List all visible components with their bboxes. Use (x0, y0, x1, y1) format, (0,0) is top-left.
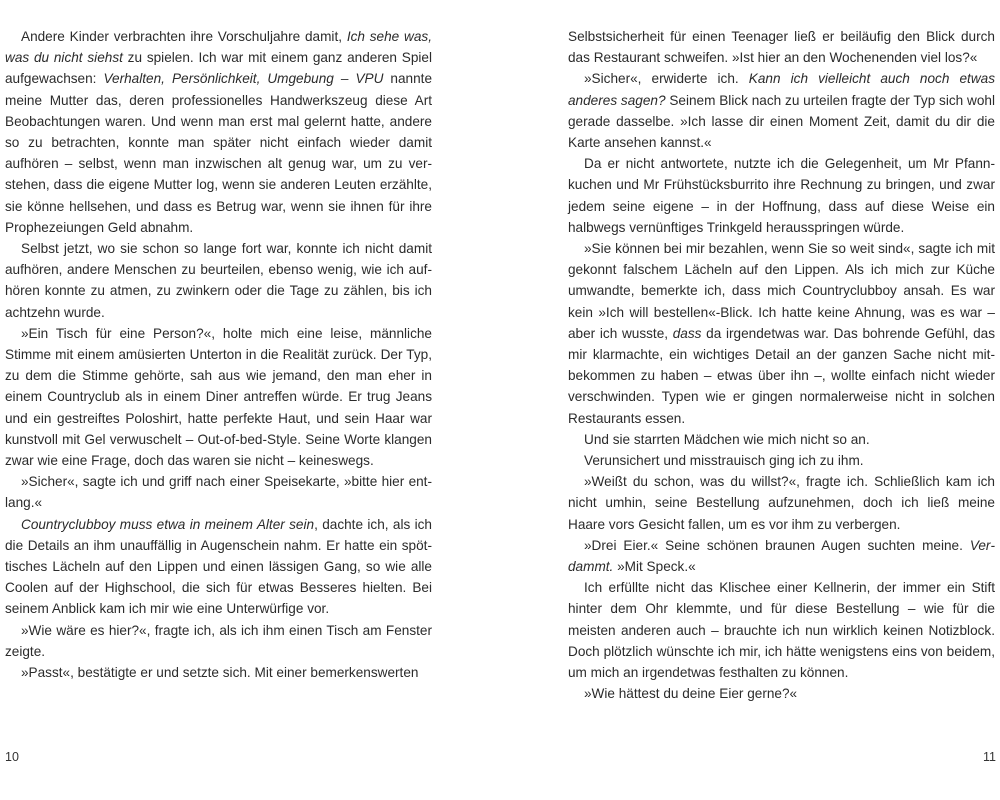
paragraph (568, 68, 995, 153)
italic-text: Countryclubboy muss etwa in meinem Alter sein (21, 516, 315, 532)
paragraph (568, 26, 995, 68)
text-run: »Wie wäre es hier?«, fragte ich, als ich ihm einen Tisch am Fenster zeigte. (5, 622, 432, 659)
left-page-number: 10 (5, 750, 19, 764)
paragraph (568, 683, 995, 704)
italic-text: Verhalten, Persönlichkeit, Umgebung – VPU (103, 71, 384, 87)
text-run: , dachte ich, als ich die Details an ihm unauffällig in Augenschein nahm. Er hatte ein spöttisches Lächeln auf den Lippen und einen lässigen Gang, so wie alle Coolen auf der Highschool, die sich für etwas Besseres hielten. Bei seinem Anblick kam ich mir wie eine Unterwürfige vor. (5, 516, 432, 617)
paragraph (5, 471, 432, 513)
text-run: zu spielen. Ich war mit einem ganz anderen Spiel aufgewachsen: (5, 50, 432, 87)
text-run: »Wie hättest du deine Eier gerne?« (584, 686, 798, 702)
left-page-text (5, 26, 432, 683)
italic-text: dass (672, 325, 702, 341)
paragraph (5, 238, 432, 323)
paragraph (568, 535, 995, 577)
paragraph (568, 471, 995, 535)
paragraph (5, 514, 432, 620)
paragraph (5, 662, 432, 683)
text-run: »Sie können bei mir bezahlen, wenn Sie so weit sind«, sagte ich mit gekonnt falschem Lächeln auf den Lippen. Als ich mich zur Küche umwandte, bemerkte ich, dass mich Countryclubboy ansah. Es war kein »Ich will bestellen«-Blick. Ich hatte keine Ahnung, was es war – aber ich wusste, (568, 241, 995, 341)
paragraph (568, 429, 995, 450)
paragraph (5, 323, 432, 471)
paragraph (5, 620, 432, 662)
text-run: »Sicher«, erwiderte ich. (584, 71, 749, 87)
right-page-text (568, 26, 995, 705)
text-run: »Weißt du schon, was du willst?«, fragte ich. Schließlich kam ich nicht umhin, seine Bestellung aufzunehmen, doch ich ließ meine Haare vors Gesicht fallen, um es vor ihm zu verbergen. (568, 474, 995, 532)
italic-text: Kann ich vielleicht auch noch etwas anderes sagen? (568, 71, 996, 108)
text-run: »Mit Speck.« (613, 559, 696, 575)
text-run: »Drei Eier.« Seine schönen braunen Augen suchten meine. (584, 537, 970, 553)
right-page-number: 11 (983, 750, 996, 764)
paragraph (568, 577, 995, 683)
text-run: Verunsichert und misstrauisch ging ich zu ihm. (584, 453, 864, 469)
text-run: Ich erfüllte nicht das Klischee einer Kellnerin, der immer ein Stift hinter dem Ohr klemmte, und für diese Bestellung – wie für die meisten anderen auch – brauchte ich nun wirklich keinen Notizblock. Doch plötzlich wünschte ich mir, ich hätte wenigstens eins von beidem, um mich an irgendetwas festhalten zu können. (568, 580, 995, 681)
paragraph (568, 153, 995, 238)
italic-text: Verdammt. (568, 537, 995, 575)
text-run: Selbst jetzt, wo sie schon so lange fort war, konnte ich nicht damit aufhören, andere Menschen zu beurteilen, ebenso wenig, wie ich aufhören konnte zu atmen, zu zwinkern oder die Tage zu zählen, bis ich achtzehn wurde. (5, 241, 432, 320)
text-run: »Passt«, bestätigte er und setzte sich. Mit einer bemerkenswerten (21, 665, 419, 681)
text-run: »Ein Tisch für eine Person?«, holte mich eine leise, männliche Stimme mit einem amüsierten Unterton in die Realität zurück. Der Typ, zu dem die Stimme gehörte, sah aus wie jemand, den man eher in einem Countryclub als in einem Diner antreffen würde. Er trug Jeans und ein gestreiftes Poloshirt, hatte perfekte Haut, und sein Haar war kunstvoll mit Gel verwuschelt – Out-of-bed-Style. Seine Worte klangen zwar wie eine Frage, doch das waren sie nicht – keineswegs. (5, 325, 432, 469)
paragraph (568, 238, 995, 429)
text-run: Da er nicht antwortete, nutzte ich die Gelegenheit, um Mr Pfannkuchen und Mr Frühstücksburrito ihre Rechnung zu bringen, und zwar jedem seine eigene – in der Hoffnung, dass auf diese Weise ein halbwegs vernünftiges Trinkgeld herausspringen würde. (568, 156, 995, 235)
text-run: Seinem Blick nach zu urteilen fragte der Typ sich wohl gerade dasselbe. »Ich lasse dir einen Moment Zeit, damit du dir die Karte ansehen kannst.« (568, 92, 995, 151)
text-run: da irgendetwas war. Das bohrende Gefühl, das mir klarmachte, ein wichtiges Detail an der ganzen Sache nicht mitbekommen zu haben – etwas über ihn –, wollte einfach nicht wieder verschwinden. Typen wie er gingen normalerweise nicht in solchen Restaurants essen. (568, 325, 996, 426)
paragraph (5, 26, 432, 238)
italic-text: Ich sehe was, was du nicht siehst (5, 29, 432, 66)
text-run: Andere Kinder verbrachten ihre Vorschuljahre damit, (21, 29, 347, 44)
text-run: nannte meine Mutter das, deren professionelles Handwerkszeug diese Art Beobachtungen waren. Und wenn man erst mal gelernt hatte, andere so zu betrachten, konnte man später nicht einfach wieder damit aufhören – selbst, wenn man inzwischen alt genug war, um zu verstehen, dass die eigene Mutter log, wenn sie anderen Leuten erzählte, sie könne hellsehen, und dass es Betrug war, wenn sie ihnen für ihre Prophezeiungen Geld abnahm. (5, 71, 432, 235)
text-run: Und sie starrten Mädchen wie mich nicht so an. (584, 431, 870, 447)
text-run: »Sicher«, sagte ich und griff nach einer Speisekarte, »bitte hier entlang.« (5, 474, 432, 511)
paragraph (568, 450, 995, 471)
text-run: Selbstsicherheit für einen Teenager ließ er beiläufig den Blick durch das Restaurant schweifen. »Ist hier an den Wochenenden viel los?« (568, 29, 995, 66)
